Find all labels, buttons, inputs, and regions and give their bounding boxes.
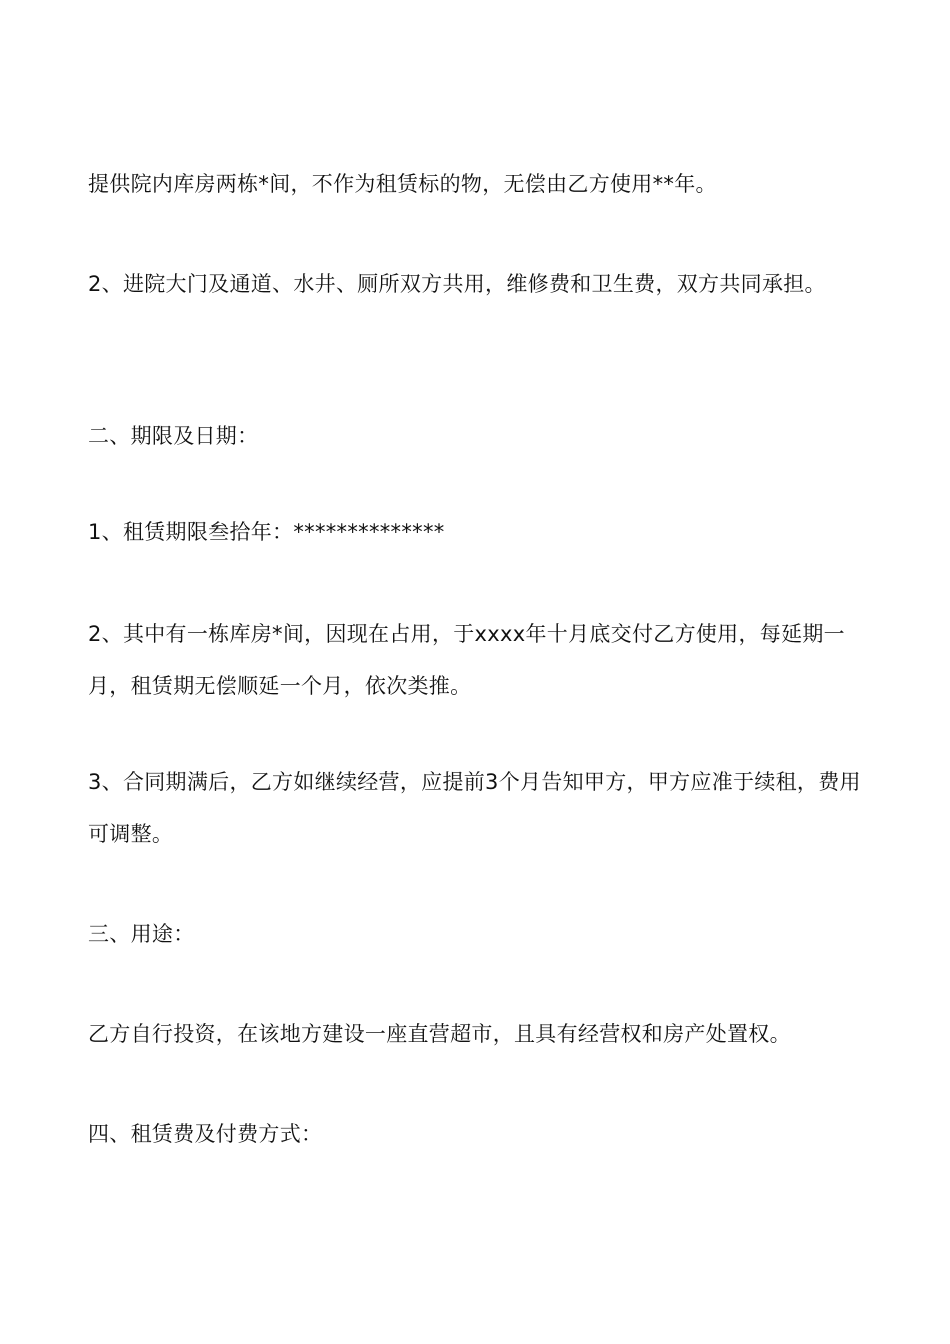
paragraph-lease-term: 1、租赁期限叁拾年：************** xyxy=(88,520,445,544)
section-heading-fees: 四、租赁费及付费方式： xyxy=(88,1122,323,1146)
section-heading-purpose: 三、用途： xyxy=(88,922,195,946)
paragraph-warehouse-use: 提供院内库房两栋*间，不作为租赁标的物，无偿由乙方使用**年。 xyxy=(88,172,717,196)
paragraph-renewal: 3、合同期满后，乙方如继续经营，应提前3个月告知甲方，甲方应准于续租，费用可调整。 xyxy=(88,770,861,846)
paragraph-shared-facilities: 2、进院大门及通道、水井、厕所双方共用，维修费和卫生费，双方共同承担。 xyxy=(88,272,826,296)
paragraph-purpose: 乙方自行投资，在该地方建设一座直营超市，且具有经营权和房产处置权。 xyxy=(88,1022,791,1046)
paragraph-delivery-delay: 2、其中有一栋库房*间，因现在占用，于xxxx年十月底交付乙方使用，每延期一月，租赁期无偿顺延一个月，依次类推。 xyxy=(88,622,845,698)
section-heading-term: 二、期限及日期： xyxy=(88,424,259,448)
